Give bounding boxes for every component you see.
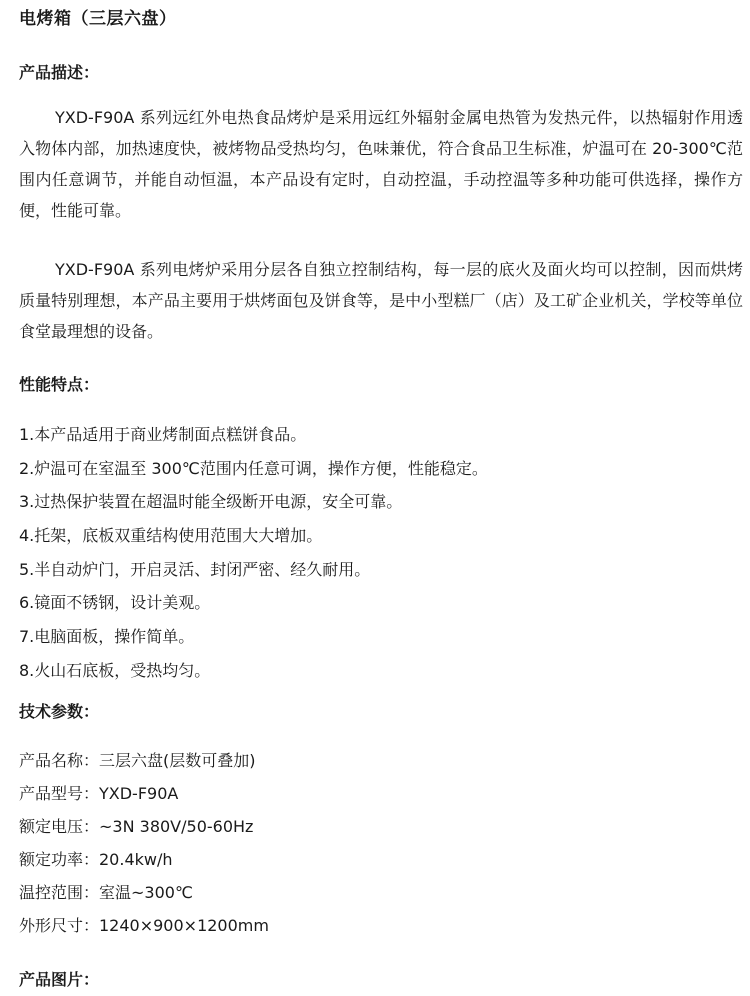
spec-item: 外形尺寸：1240×900×1200mm [19,916,269,935]
specs-list [19,744,269,942]
description-paragraph-2: YXD-F90A 系列电烤炉采用分层各自独立控制结构，每一层的底火及面火均可以控制，因而烘烤质量特别理想，本产品主要用于烘烤面包及饼食等，是中小型糕厂（店）及工矿企业机关，学校等单位食堂最理想的设备。 [19,260,743,341]
description-paragraph-1: YXD-F90A 系列远红外电热食品烤炉是采用远红外辐射金属电热管为发热元件，以热辐射作用透入物体内部，加热速度快，被烤物品受热均匀，色味兼优，符合食品卫生标准，炉温可在 20-300℃范围内任意调节，并能自动恒温，本产品设有定时，自动控温，手动控温等多种功能可供选择，操作方便，性能可靠。 [19,108,743,220]
page-title: 电烤箱（三层六盘） [19,9,177,29]
spec-item: 产品型号：YXD-F90A [19,784,179,803]
list-item: 8.火山石底板，受热均匀。 [19,660,211,680]
section-heading-images: 产品图片： [19,970,100,989]
section-heading-features: 性能特点： [19,375,100,394]
list-item: 4.托架，底板双重结构使用范围大大增加。 [19,526,323,546]
section-heading-description: 产品描述： [19,63,100,82]
spec-item: 温控范围：室温~300℃ [19,883,193,902]
spec-item: 额定电压：~3N 380V/50-60Hz [19,817,254,836]
list-item: 2.炉温可在室温至 300℃范围内任意可调，操作方便，性能稳定。 [19,458,488,478]
list-item: 3.过热保护装置在超温时能全级断开电源，安全可靠。 [19,492,403,512]
list-item: 1.本产品适用于商业烤制面点糕饼食品。 [19,425,307,444]
spec-item: 产品名称：三层六盘(层数可叠加) [19,751,256,770]
features-list [19,418,488,688]
list-item: 7.电脑面板，操作简单。 [19,627,195,647]
list-item: 6.镜面不锈钢，设计美观。 [19,593,211,613]
list-item: 5.半自动炉门，开启灵活、封闭严密、经久耐用。 [19,559,371,579]
section-heading-specs: 技术参数： [19,702,100,721]
spec-item: 额定功率：20.4kw/h [19,850,173,869]
